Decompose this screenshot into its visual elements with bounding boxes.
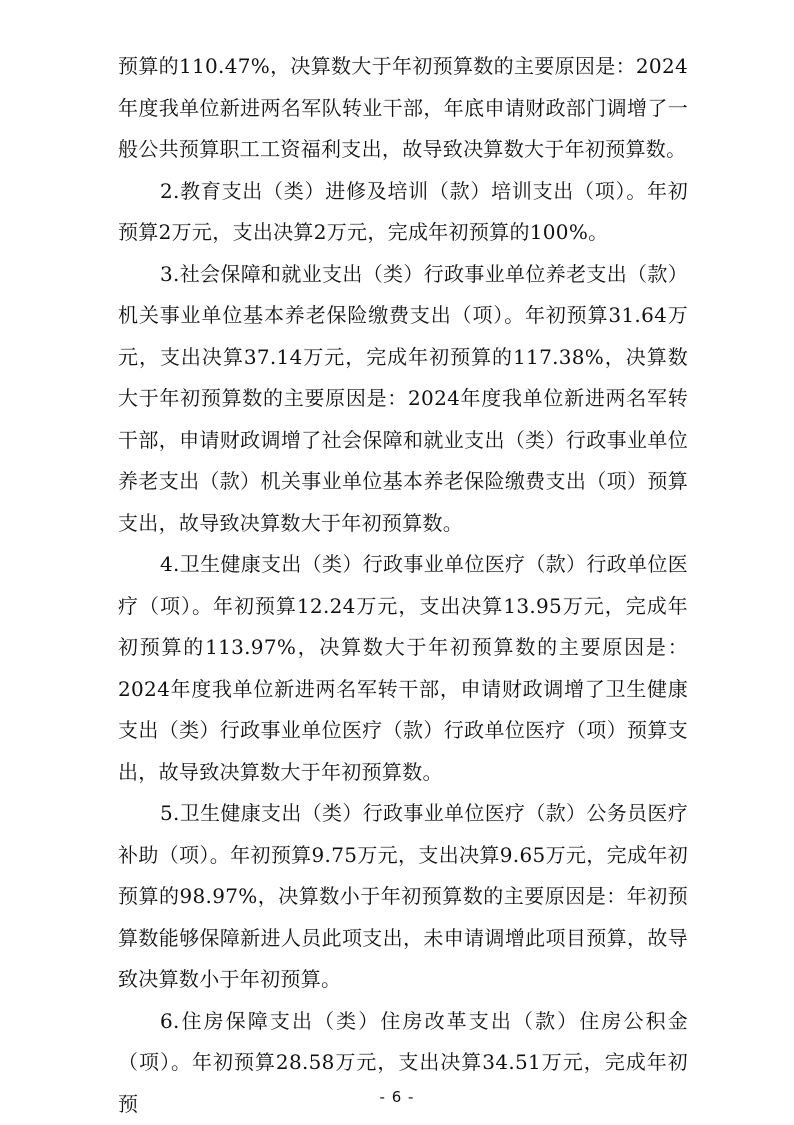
paragraph-item-5-medical-subsidy: 5.卫生健康支出（类）行政事业单位医疗（款）公务员医疗补助（项）。年初预算9.75万元，支出决算9.65万元，完成年初预算的98.97%，决算数小于年初预算数的主要原因是：年初预算数能够保障新进人员此项支出，未申请调增此项目预算，故导致决算数小于年初预算。 <box>118 793 688 1001</box>
paragraph-item-3-social-security: 3.社会保障和就业支出（类）行政事业单位养老支出（款）机关事业单位基本养老保险缴费支出（项）。年初预算31.64万元，支出决算37.14万元，完成年初预算的117.38%，决算数大于年初预算数的主要原因是：2024年度我单位新进两名军转干部，申请财政调增了社会保障和就业支出（类）行政事业单位养老支出（款）机关事业单位基本养老保险缴费支出（项）预算支出，故导致决算数大于年初预算数。 <box>118 254 688 545</box>
paragraph-item-4-health-medical: 4.卫生健康支出（类）行政事业单位医疗（款）行政单位医疗（项）。年初预算12.24万元，支出决算13.95万元，完成年初预算的113.97%，决算数大于年初预算数的主要原因是：2024年度我单位新进两名军转干部，申请财政调增了卫生健康支出（类）行政事业单位医疗（款）行政单位医疗（项）预算支出，故导致决算数大于年初预算数。 <box>118 544 688 793</box>
paragraph-item-2-education: 2.教育支出（类）进修及培训（款）培训支出（项）。年初预算2万元，支出决算2万元，完成年初预算的100%。 <box>118 171 688 254</box>
paragraph-item-6-housing: 6.住房保障支出（类）住房改革支出（款）住房公积金（项）。年初预算28.58万元，支出决算34.51万元，完成年初预 <box>118 1001 688 1125</box>
document-body <box>118 46 688 1125</box>
paragraph-continuation: 预算的110.47%，决算数大于年初预算数的主要原因是：2024年度我单位新进两名军队转业干部，年底申请财政部门调增了一般公共预算职工工资福利支出，故导致决算数大于年初预算数。 <box>118 46 688 171</box>
page-number: - 6 - <box>0 1088 794 1106</box>
